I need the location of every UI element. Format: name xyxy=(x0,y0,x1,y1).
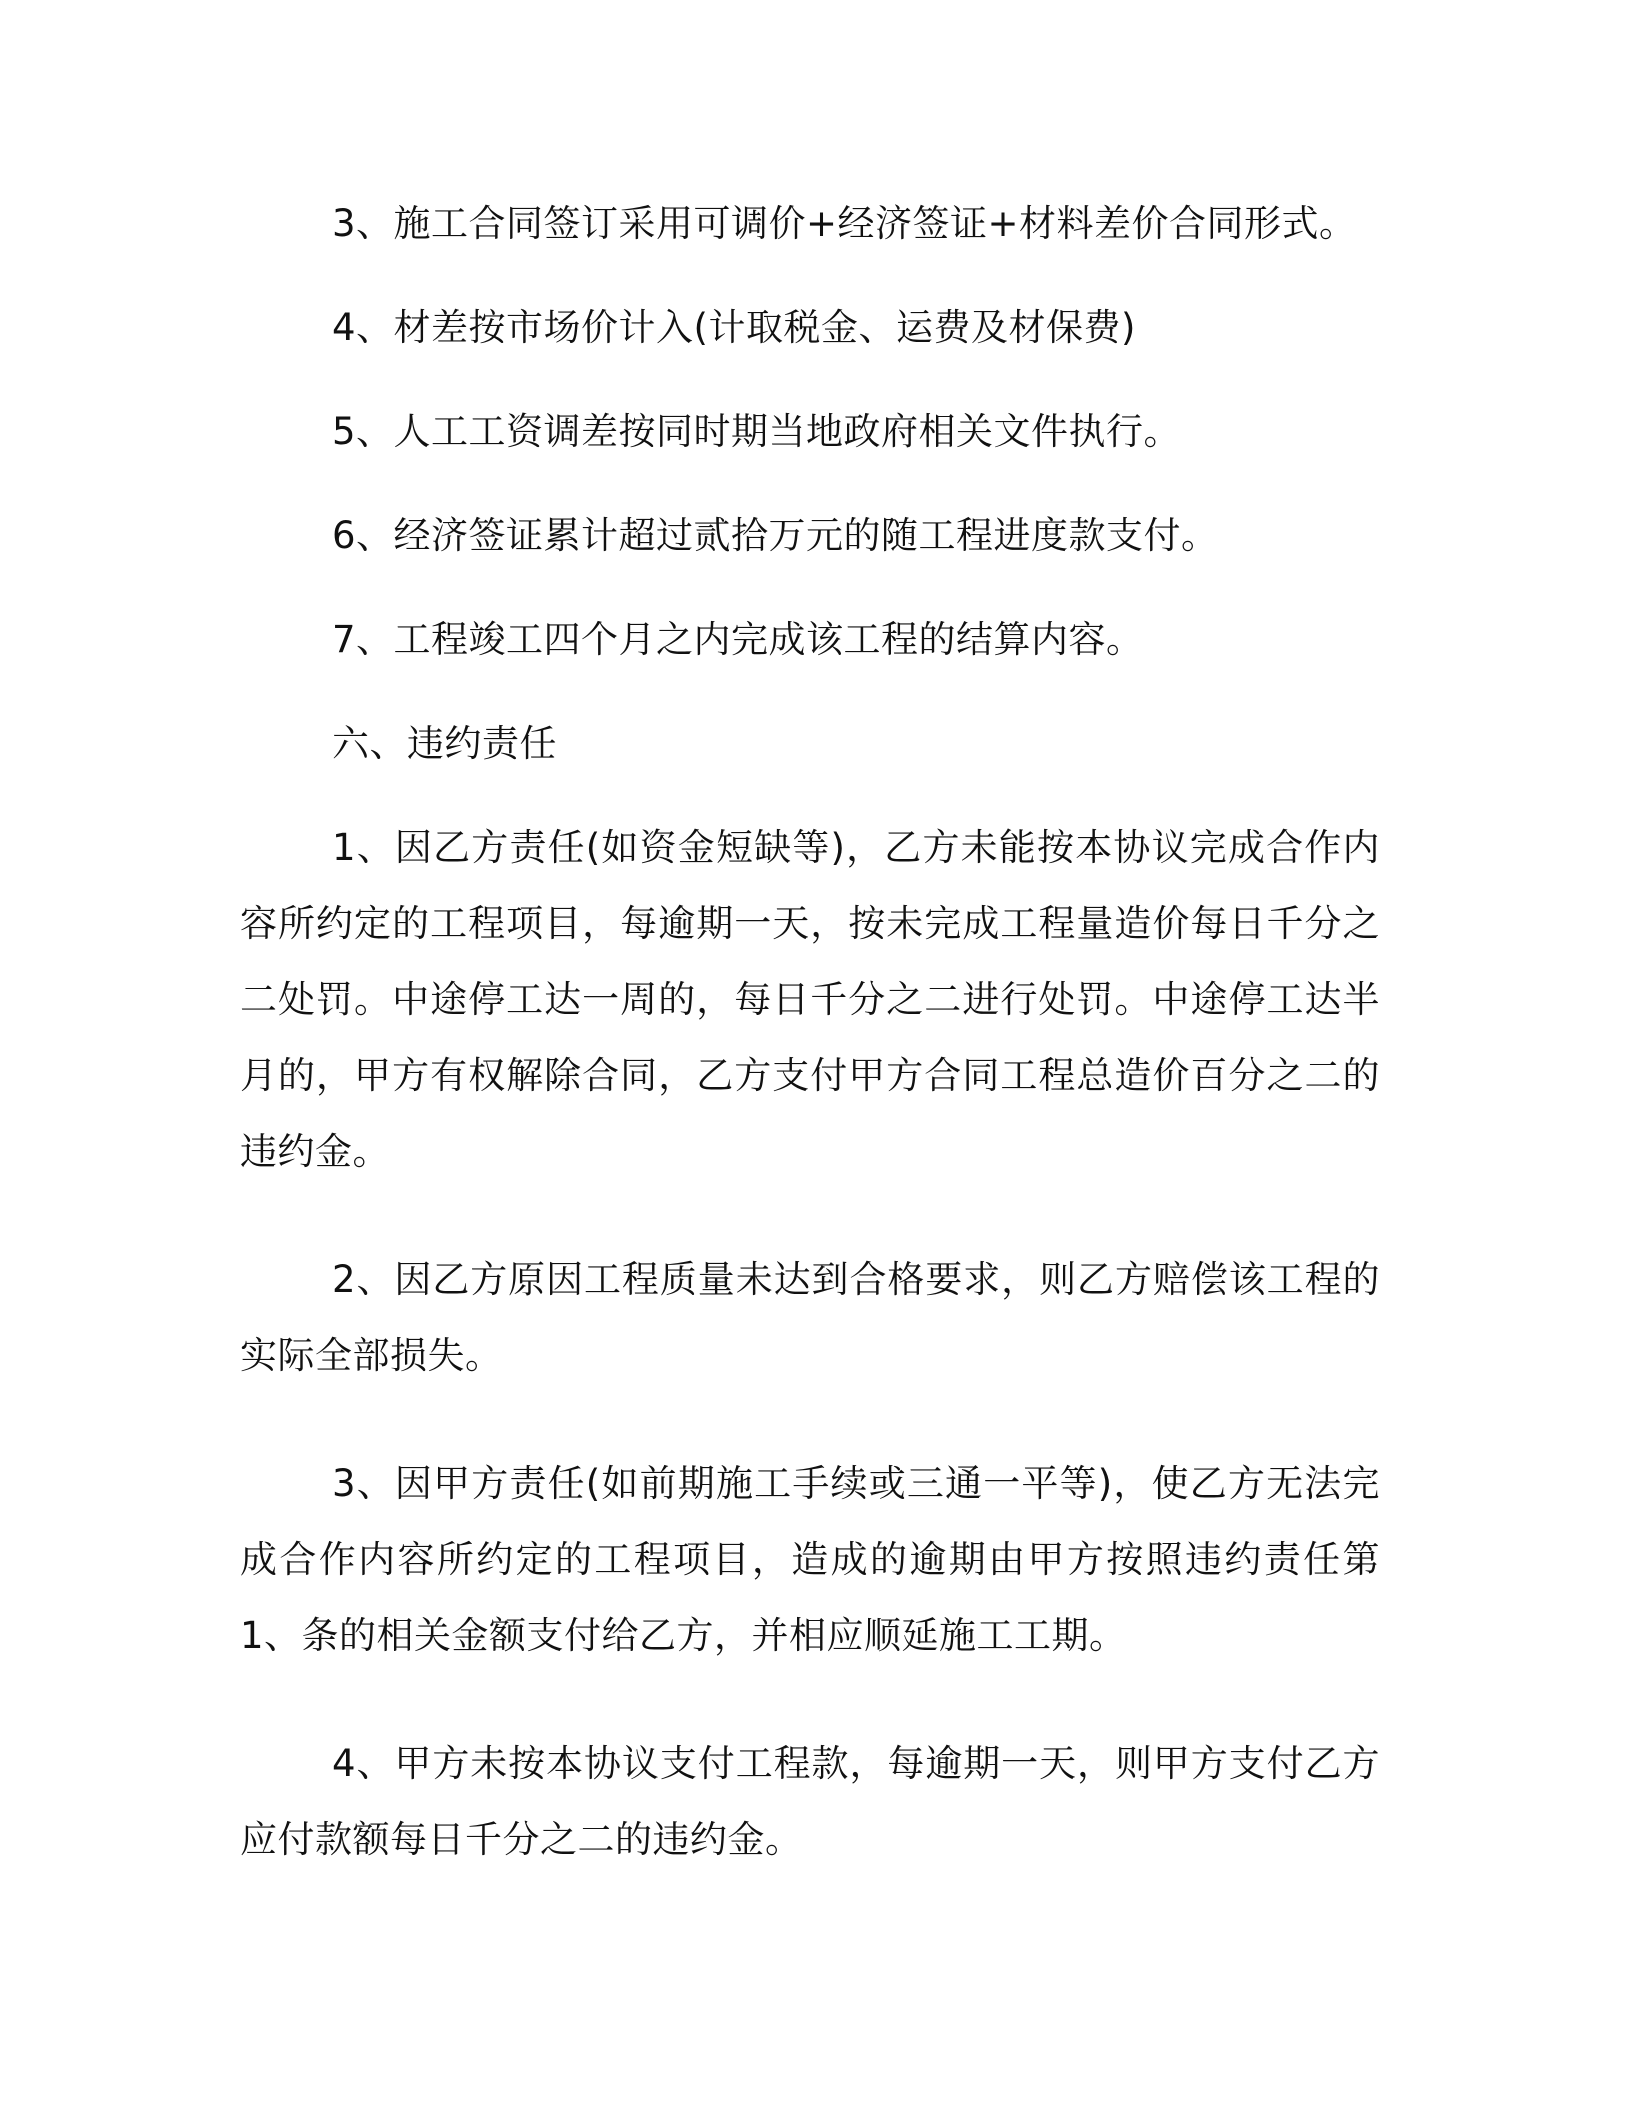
clause-6-1: 1、因乙方责任(如资金短缺等)，乙方未能按本协议完成合作内容所约定的工程项目，每逾期一天，按未完成工程量造价每日千分之二处罚。中途停工达一周的，每日千分之二进行处罚。中途停工达半月的，甲方有权解除合同，乙方支付甲方合同工程总造价百分之二的违约金。 xyxy=(240,826,1380,1173)
section-heading-breach-liability: 六、违约责任 xyxy=(332,722,557,765)
clause-5-3: 3、施工合同签订采用可调价+经济签证+材料差价合同形式。 xyxy=(332,202,1357,245)
clause-5-5: 5、人工工资调差按同时期当地政府相关文件执行。 xyxy=(332,410,1182,453)
document-body xyxy=(240,186,1380,1878)
clause-5-6: 6、经济签证累计超过贰拾万元的随工程进度款支付。 xyxy=(332,514,1219,557)
clause-6-2: 2、因乙方原因工程质量未达到合格要求，则乙方赔偿该工程的实际全部损失。 xyxy=(240,1258,1380,1377)
clause-6-4: 4、甲方未按本协议支付工程款，每逾期一天，则甲方支付乙方应付款额每日千分之二的违约金。 xyxy=(240,1742,1380,1861)
clause-6-3: 3、因甲方责任(如前期施工手续或三通一平等)，使乙方无法完成合作内容所约定的工程项目，造成的逾期由甲方按照违约责任第 1、条的相关金额支付给乙方，并相应顺延施工工期。 xyxy=(240,1462,1380,1657)
clause-5-4: 4、材差按市场价计入(计取税金、运费及材保费) xyxy=(332,306,1136,349)
clause-5-7: 7、工程竣工四个月之内完成该工程的结算内容。 xyxy=(332,618,1144,661)
